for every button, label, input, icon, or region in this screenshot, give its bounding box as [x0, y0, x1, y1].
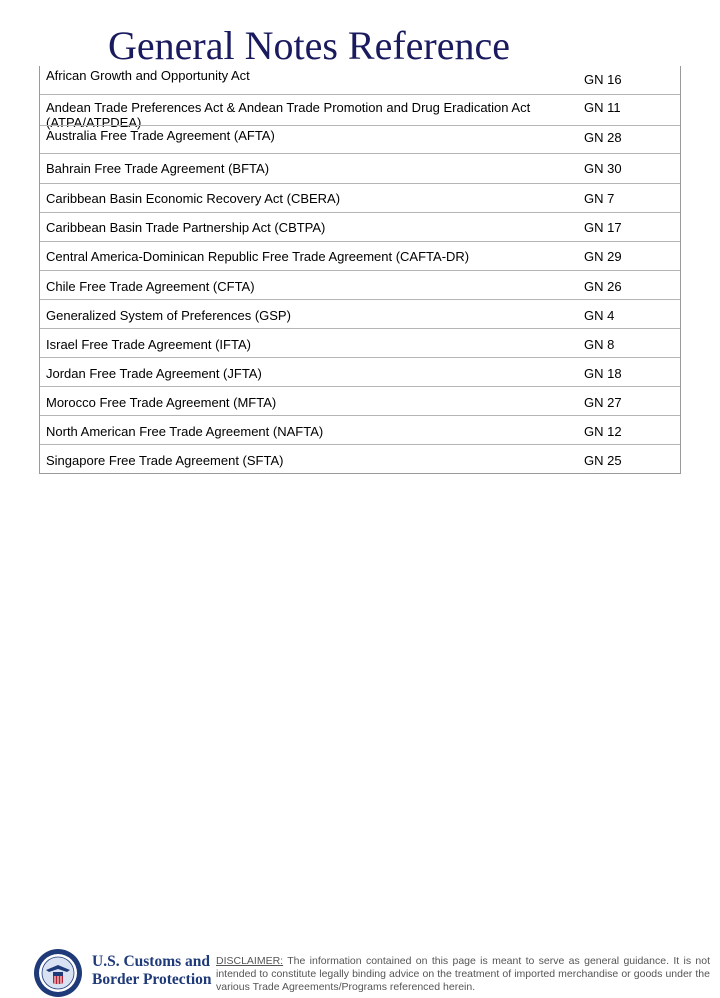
general-note-number: GN 12 [584, 424, 622, 439]
agreement-name: Andean Trade Preferences Act & Andean Trade Promotion and Drug Eradication Act (ATPA/ATPDEA) [46, 100, 531, 130]
dhs-seal-icon [33, 948, 83, 998]
table-row [40, 153, 680, 183]
agreement-name: Generalized System of Preferences (GSP) [46, 308, 291, 323]
table-row [40, 386, 680, 415]
table-row [40, 94, 680, 130]
table-row [40, 241, 680, 270]
general-note-number: GN 30 [584, 161, 622, 176]
general-note-number: GN 28 [584, 130, 622, 145]
table-row [40, 66, 680, 94]
agreement-name: Caribbean Basin Economic Recovery Act (CBERA) [46, 191, 341, 206]
general-notes-table [39, 66, 681, 474]
agreement-name: Caribbean Basin Trade Partnership Act (CBTPA) [46, 220, 326, 235]
general-note-number: GN 25 [584, 453, 622, 468]
general-note-number: GN 17 [584, 220, 622, 235]
agreement-name: Jordan Free Trade Agreement (JFTA) [46, 366, 262, 381]
general-note-number: GN 26 [584, 279, 622, 294]
page-title: General Notes Reference [108, 23, 510, 68]
table-row [40, 125, 680, 153]
disclaimer [216, 955, 710, 994]
logo-line-1: U.S. Customs and [92, 953, 211, 970]
table-row [40, 299, 680, 328]
agreement-name: Central America-Dominican Republic Free Trade Agreement (CAFTA-DR) [46, 249, 470, 264]
table-row [40, 415, 680, 444]
general-note-number: GN 7 [584, 191, 615, 206]
agreement-name: Israel Free Trade Agreement (IFTA) [46, 337, 251, 352]
agreement-name: North American Free Trade Agreement (NAFTA) [46, 424, 324, 439]
general-note-number: GN 18 [584, 366, 622, 381]
table-row [40, 183, 680, 212]
cbp-logo-text [92, 953, 212, 989]
agreement-name: Bahrain Free Trade Agreement (BFTA) [46, 161, 270, 176]
disclaimer-label: DISCLAIMER: [216, 955, 284, 967]
footer [0, 472, 720, 993]
general-note-number: GN 16 [584, 72, 622, 87]
table-row [40, 444, 680, 473]
table-row [40, 357, 680, 386]
table-row [40, 328, 680, 357]
general-note-number: GN 11 [584, 100, 621, 115]
agreement-name: Australia Free Trade Agreement (AFTA) [46, 128, 275, 143]
agreement-name: Chile Free Trade Agreement (CFTA) [46, 279, 255, 294]
logo-line-2: Border Protection [92, 971, 212, 988]
disclaimer-text: The information contained on this page is meant to serve as general guidance. It is not intended to constitute legally binding advice on the treatment of imported merchandise or goods under the various Trade Agreements/Programs referenced herein. [216, 955, 710, 993]
general-note-number: GN 4 [584, 308, 615, 323]
agreement-name: Morocco Free Trade Agreement (MFTA) [46, 395, 277, 410]
agreement-name: Singapore Free Trade Agreement (SFTA) [46, 453, 284, 468]
general-note-number: GN 8 [584, 337, 615, 352]
table-row [40, 212, 680, 241]
general-note-number: GN 29 [584, 249, 622, 264]
table-row [40, 270, 680, 299]
general-note-number: GN 27 [584, 395, 622, 410]
agreement-name: African Growth and Opportunity Act [46, 68, 250, 83]
